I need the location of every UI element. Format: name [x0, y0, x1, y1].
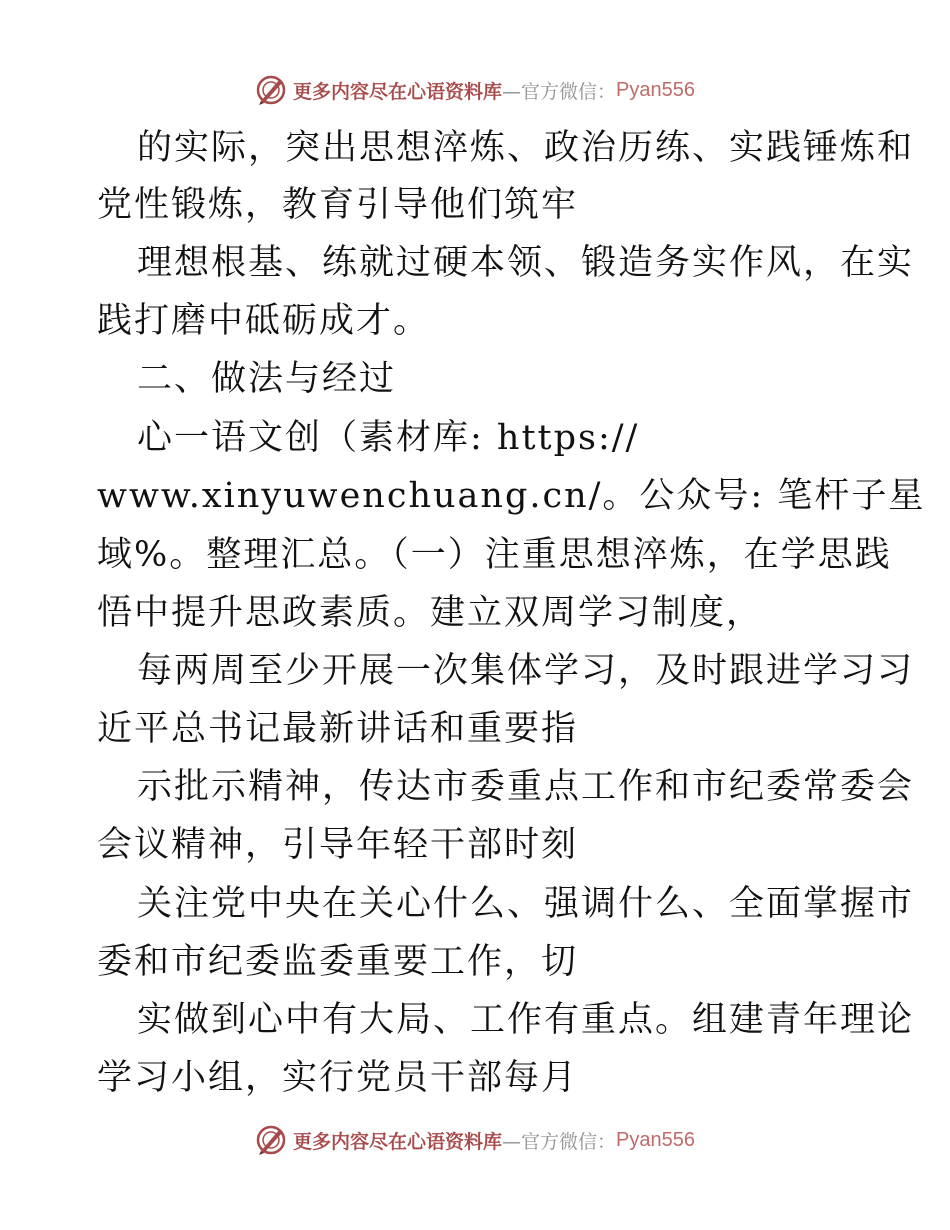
text-line: 关注党中央在关心什么、强调什么、全面掌握市	[137, 884, 915, 924]
pen-logo-icon	[255, 1124, 287, 1156]
watermark-title: 更多内容尽在心语资料库	[293, 1130, 503, 1153]
footer-watermark	[0, 1120, 950, 1160]
text-line: 委和市纪委监委重要工作，切	[97, 942, 579, 982]
text-line: 的实际，突出思想淬炼、政治历练、实践锤炼和	[137, 128, 915, 168]
text-line: 实做到心中有大局、工作有重点。组建青年理论	[137, 1000, 915, 1040]
watermark-label: —官方微信：	[502, 1130, 617, 1153]
text-line: 每两周至少开展一次集体学习，及时跟进学习习	[137, 651, 915, 691]
text-line: 践打磨中砥砺成才。	[97, 301, 431, 341]
watermark-label: —官方微信：	[502, 80, 617, 103]
text-line: 近平总书记最新讲话和重要指	[97, 709, 579, 749]
watermark-id: Pyan556	[616, 1128, 695, 1151]
text-line: 党性锻炼，教育引导他们筑牢	[97, 185, 579, 225]
text-line: 心一语文创（素材库: https://	[137, 418, 640, 458]
text-line: 悟中提升思政素质。建立双周学习制度，	[97, 593, 764, 633]
header-watermark	[0, 70, 950, 110]
watermark-title: 更多内容尽在心语资料库	[293, 80, 503, 103]
text-line: 理想根基、练就过硬本领、锻造务实作风，在实	[137, 243, 915, 283]
text-line: 域%。整理汇总。（一）注重思想淬炼，在学思践	[97, 535, 892, 575]
text-line: www.xinyuwenchuang.cn/。公众号: 笔杆子星	[97, 476, 926, 516]
text-line: 学习小组，实行党员干部每月	[97, 1058, 579, 1098]
text-line: 会议精神，引导年轻干部时刻	[97, 825, 579, 865]
text-line: 示批示精神，传达市委重点工作和市纪委常委会	[137, 767, 915, 807]
pen-logo-icon	[255, 74, 287, 106]
watermark-id: Pyan556	[616, 78, 695, 101]
section-heading: 二、做法与经过	[137, 359, 397, 399]
